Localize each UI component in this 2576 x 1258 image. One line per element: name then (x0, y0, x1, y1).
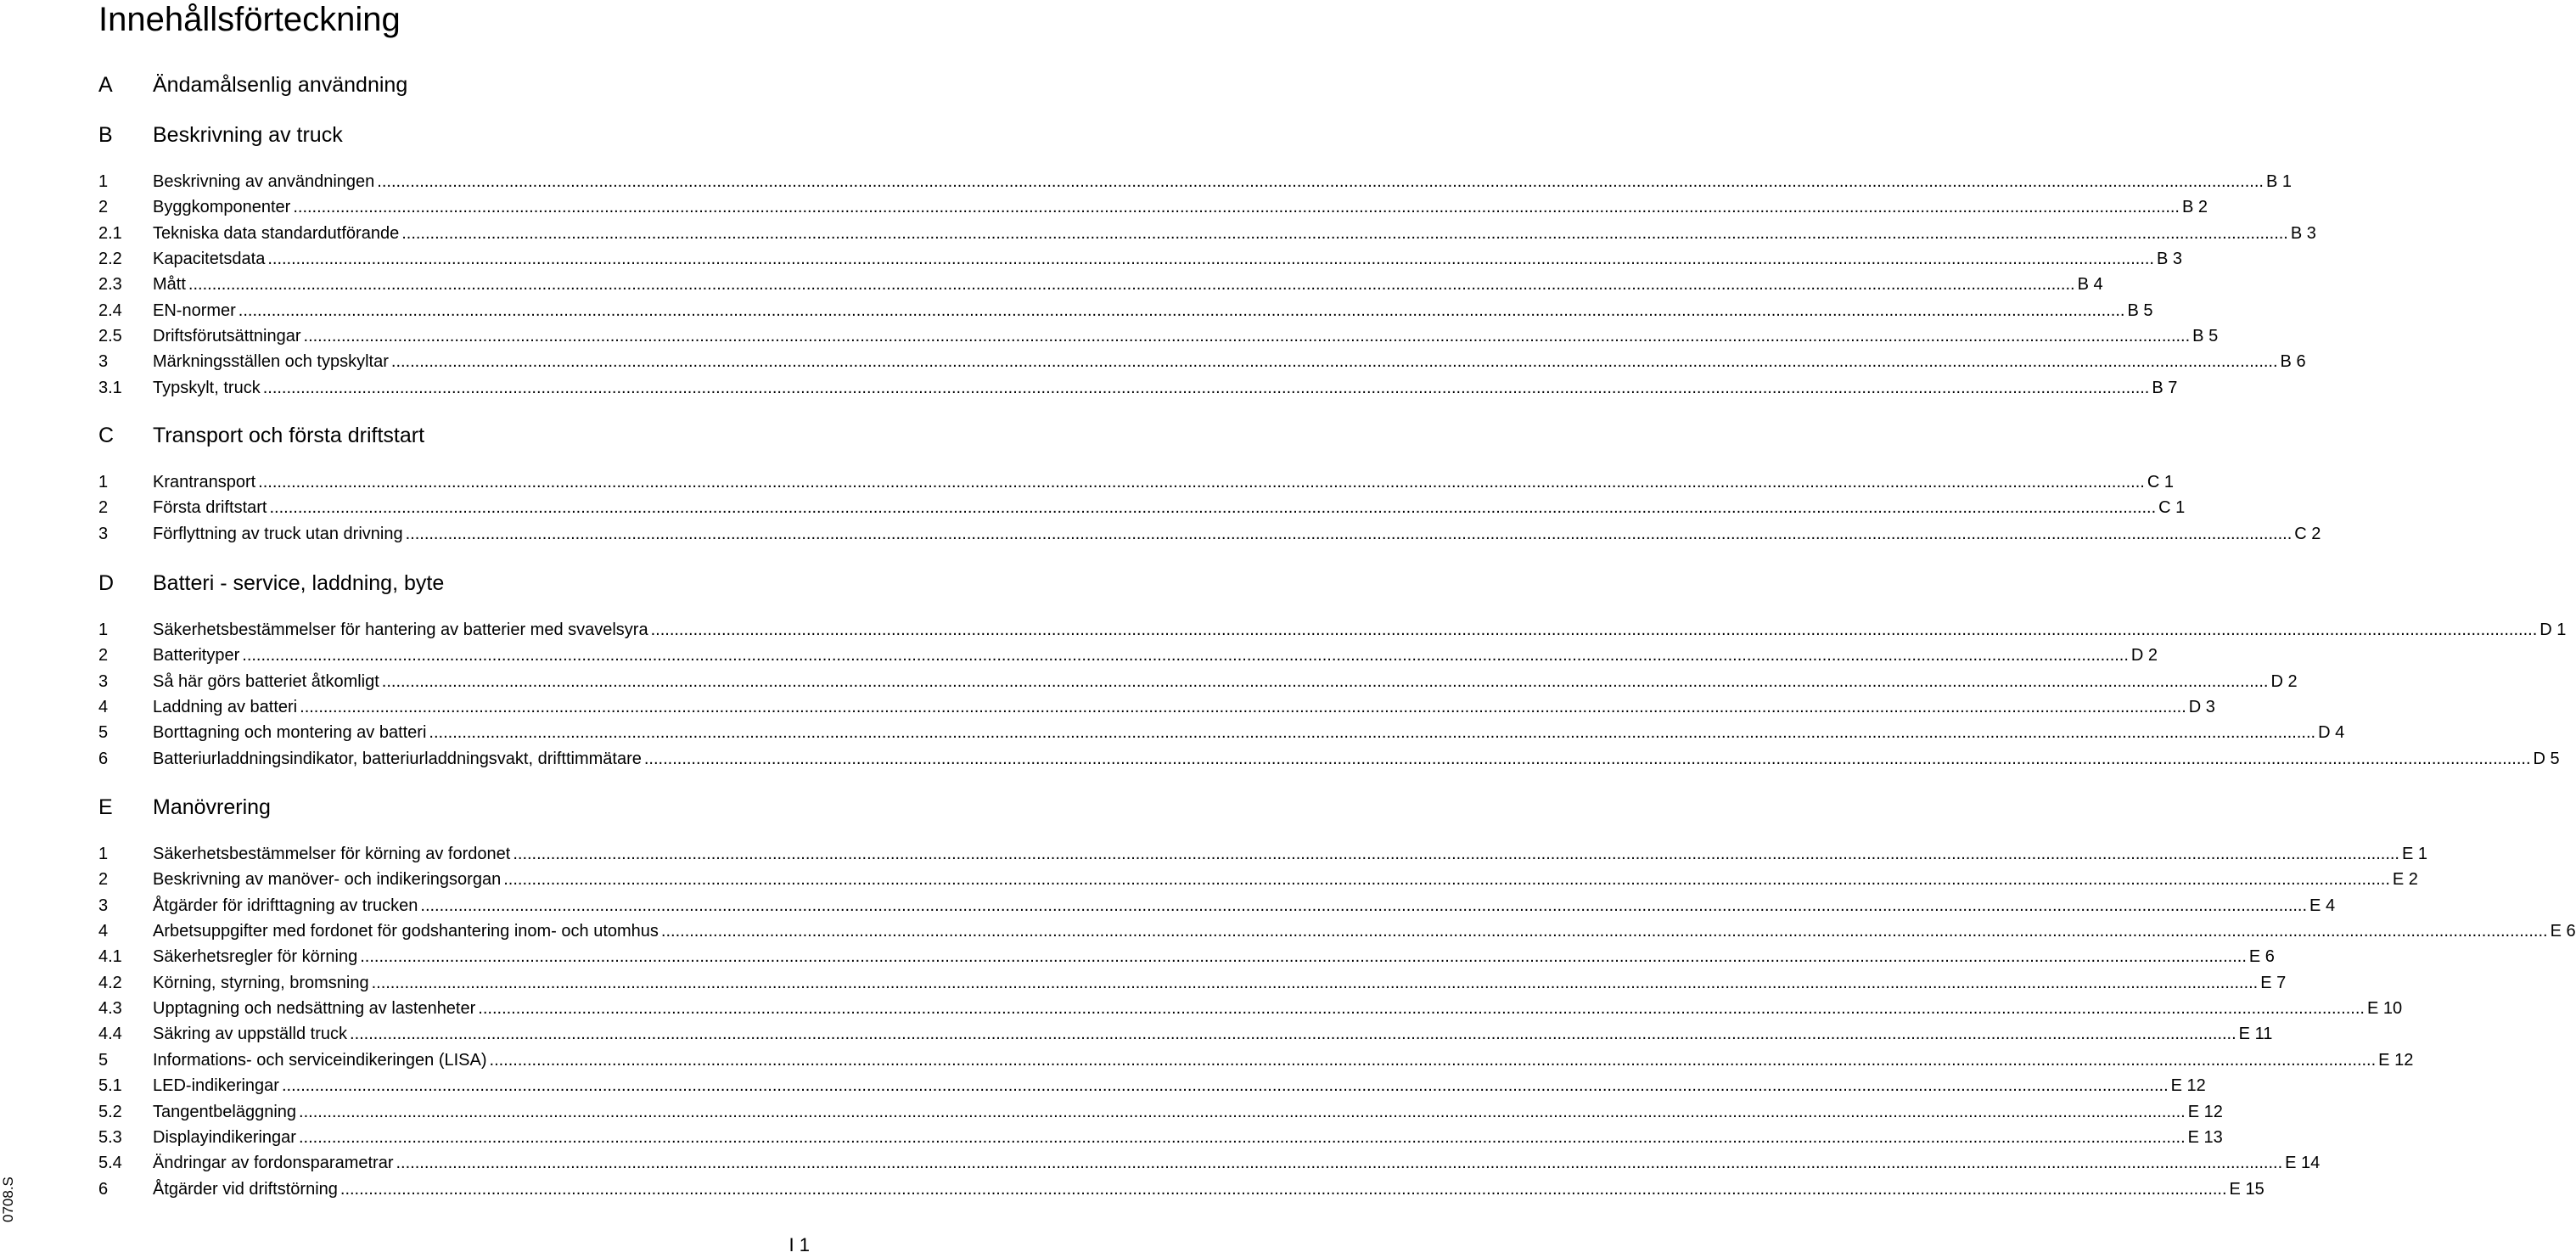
entry-page: E 7 (2260, 974, 2287, 992)
entry-page: D 5 (2533, 750, 2560, 768)
entry-number: 5 (98, 1051, 109, 1070)
section-heading (98, 422, 777, 449)
entry-number: 2.4 (98, 301, 122, 320)
entry-number: 2 (98, 198, 109, 216)
section-title: Manövrering (153, 795, 271, 819)
dot-leader: ................................................................................................................................................................................................................................................................................................................................................................................................................ (188, 275, 2075, 294)
toc-entry[interactable] (98, 351, 2306, 373)
entry-page: B 5 (2127, 301, 2153, 320)
entry-page: E 10 (2366, 999, 2403, 1018)
document-code: 0708.S (0, 1177, 16, 1222)
toc-entry[interactable] (98, 523, 2321, 545)
entry-title: Körning, styrning, bromsning (153, 974, 369, 992)
entry-page: B 4 (2077, 275, 2103, 294)
entry-page: D 3 (2188, 698, 2215, 716)
dot-leader: ................................................................................................................................................................................................................................................................................................................................................................................................................ (396, 1154, 2283, 1172)
toc-entry[interactable] (98, 671, 2298, 693)
entry-number: 3 (98, 525, 109, 543)
toc-entry[interactable] (98, 471, 2174, 493)
section-heading (98, 121, 777, 149)
entry-number: 3 (98, 352, 109, 371)
toc-entry[interactable] (98, 619, 2567, 641)
entry-page: E 11 (2238, 1025, 2273, 1043)
entry-title: Displayindikeringar (153, 1128, 296, 1147)
toc-entry[interactable] (98, 300, 2153, 322)
entry-number: 4 (98, 922, 109, 941)
dot-leader: ................................................................................................................................................................................................................................................................................................................................................................................................................ (238, 301, 2125, 320)
entry-page: B 3 (2290, 224, 2316, 243)
entry-number: 2.1 (98, 224, 122, 243)
dot-leader: ................................................................................................................................................................................................................................................................................................................................................................................................................ (267, 250, 2154, 268)
section-letter: A (98, 73, 113, 97)
entry-title: Tekniska data standardutförande (153, 224, 400, 243)
toc-entry[interactable] (98, 843, 2428, 865)
entry-number: 3 (98, 672, 109, 691)
entry-page: E 14 (2285, 1154, 2321, 1172)
entry-title: Säkerhetsregler för körning (153, 947, 358, 966)
entry-page: C 1 (2147, 473, 2174, 491)
entry-number: 1 (98, 621, 109, 639)
entry-page: E 6 (2248, 947, 2275, 966)
toc-entry[interactable] (98, 1152, 2321, 1174)
entry-title: Beskrivning av användningen (153, 172, 375, 191)
entry-page: E 2 (2392, 870, 2418, 889)
dot-leader: ................................................................................................................................................................................................................................................................................................................................................................................................................ (258, 473, 2145, 491)
entry-page: E 6 (2550, 922, 2576, 941)
entry-page: C 1 (2158, 498, 2186, 517)
entry-title: Så här görs batteriet åtkomligt (153, 672, 379, 691)
entry-title: Laddning av batteri (153, 698, 298, 716)
entry-title: EN-normer (153, 301, 236, 320)
entry-title: Säkerhetsbestämmelser för körning av fordonet (153, 845, 511, 863)
entry-page: B 5 (2192, 327, 2219, 345)
dot-leader: ................................................................................................................................................................................................................................................................................................................................................................................................................ (390, 352, 2278, 371)
dot-leader: ................................................................................................................................................................................................................................................................................................................................................................................................................ (381, 672, 2269, 691)
entry-title: Arbetsuppgifter med fordonet för godshantering inom- och utomhus (153, 922, 659, 941)
entry-title: Upptagning och nedsättning av lastenheter (153, 999, 476, 1018)
entry-title: Kapacitetsdata (153, 250, 266, 268)
entry-title: Åtgärder för idrifttagning av trucken (153, 896, 418, 915)
toc-entry[interactable] (98, 946, 2275, 968)
section-title: Batteri - service, laddning, byte (153, 571, 445, 595)
entry-number: 1 (98, 473, 109, 491)
toc-entry[interactable] (98, 1178, 2265, 1200)
dot-leader: ................................................................................................................................................................................................................................................................................................................................................................................................................ (503, 870, 2390, 889)
toc-entry[interactable] (98, 222, 2316, 244)
dot-leader: ................................................................................................................................................................................................................................................................................................................................................................................................................ (371, 974, 2259, 992)
page-title: Innehållsförteckning (98, 1, 401, 38)
entry-number: 6 (98, 1180, 109, 1199)
toc-entry[interactable] (98, 1023, 2273, 1045)
toc-entry[interactable] (98, 248, 2183, 270)
entry-title: Märkningsställen och typskyltar (153, 352, 389, 371)
dot-leader: ................................................................................................................................................................................................................................................................................................................................................................................................................ (650, 621, 2538, 639)
entry-title: Beskrivning av manöver- och indikeringsorgan (153, 870, 502, 889)
dot-leader: ................................................................................................................................................................................................................................................................................................................................................................................................................ (293, 198, 2180, 216)
entry-page: B 7 (2152, 379, 2178, 397)
toc-entry[interactable] (98, 325, 2219, 347)
section-letter: B (98, 123, 113, 147)
dot-leader: ................................................................................................................................................................................................................................................................................................................................................................................................................ (360, 947, 2247, 966)
dot-leader: ................................................................................................................................................................................................................................................................................................................................................................................................................ (420, 896, 2308, 915)
entry-title: Borttagning och montering av batteri (153, 723, 427, 742)
toc-entry[interactable] (98, 1075, 2206, 1097)
entry-page: D 2 (2130, 646, 2158, 665)
toc-entry[interactable] (98, 1049, 2414, 1071)
toc-entry[interactable] (98, 920, 2576, 942)
entry-number: 2.2 (98, 250, 122, 268)
dot-leader: ................................................................................................................................................................................................................................................................................................................................................................................................................ (660, 922, 2548, 941)
entry-number: 4 (98, 698, 109, 716)
section-title: Ändamålsenlig användning (153, 73, 408, 97)
toc-entry[interactable] (98, 748, 2560, 770)
entry-page: D 4 (2318, 723, 2345, 742)
section-title: Transport och första driftstart (153, 424, 425, 447)
entry-number: 2 (98, 646, 109, 665)
entry-number: 5 (98, 723, 109, 742)
section-title: Beskrivning av truck (153, 123, 343, 147)
dot-leader: ................................................................................................................................................................................................................................................................................................................................................................................................................ (262, 379, 2150, 397)
toc-entry[interactable] (98, 1101, 2223, 1123)
dot-leader: ................................................................................................................................................................................................................................................................................................................................................................................................................ (269, 498, 2157, 517)
dot-leader: ................................................................................................................................................................................................................................................................................................................................................................................................................ (401, 224, 2288, 243)
toc-entry[interactable] (98, 377, 2178, 399)
dot-leader: ................................................................................................................................................................................................................................................................................................................................................................................................................ (478, 999, 2365, 1018)
entry-page: E 4 (2309, 896, 2336, 915)
entry-title: Krantransport (153, 473, 256, 491)
entry-page: C 2 (2294, 525, 2321, 543)
entry-page: B 2 (2181, 198, 2208, 216)
dot-leader: ................................................................................................................................................................................................................................................................................................................................................................................................................ (300, 698, 2186, 716)
section-heading (98, 570, 777, 597)
entry-number: 3 (98, 896, 109, 915)
dot-leader: ................................................................................................................................................................................................................................................................................................................................................................................................................ (299, 1103, 2186, 1121)
entry-page: D 1 (2540, 621, 2567, 639)
entry-number: 2 (98, 870, 109, 889)
entry-title: Typskylt, truck (153, 379, 261, 397)
dot-leader: ................................................................................................................................................................................................................................................................................................................................................................................................................ (429, 723, 2316, 742)
entry-page: E 1 (2401, 845, 2428, 863)
entry-page: B 3 (2156, 250, 2183, 268)
section-letter: E (98, 795, 113, 819)
dot-leader: ................................................................................................................................................................................................................................................................................................................................................................................................................ (405, 525, 2293, 543)
entry-number: 5.3 (98, 1128, 122, 1147)
dot-leader: ................................................................................................................................................................................................................................................................................................................................................................................................................ (242, 646, 2129, 665)
entry-number: 5.2 (98, 1103, 122, 1121)
section-heading (98, 794, 777, 821)
entry-page: E 12 (2187, 1103, 2223, 1121)
entry-page: E 12 (2378, 1051, 2414, 1070)
dot-leader: ................................................................................................................................................................................................................................................................................................................................................................................................................ (513, 845, 2399, 863)
entry-page: B 1 (2265, 172, 2292, 191)
entry-page: E 13 (2187, 1128, 2223, 1147)
entry-title: Ändringar av fordonsparametrar (153, 1154, 394, 1172)
toc-entry[interactable] (98, 171, 2292, 193)
entry-title: Säkring av uppställd truck (153, 1025, 348, 1043)
entry-number: 5.4 (98, 1154, 122, 1172)
toc-entry[interactable] (98, 644, 2158, 666)
dot-leader: ................................................................................................................................................................................................................................................................................................................................................................................................................ (643, 750, 2531, 768)
entry-title: Säkerhetsbestämmelser för hantering av batterier med svavelsyra (153, 621, 648, 639)
page-number: I 1 (789, 1234, 810, 1255)
dot-leader: ................................................................................................................................................................................................................................................................................................................................................................................................................ (281, 1076, 2169, 1095)
entry-page: D 2 (2270, 672, 2298, 691)
entry-title: Tangentbeläggning (153, 1103, 297, 1121)
entry-title: Åtgärder vid driftstörning (153, 1180, 338, 1199)
entry-page: E 12 (2170, 1076, 2206, 1095)
toc-entry[interactable] (98, 868, 2418, 890)
dot-leader: ................................................................................................................................................................................................................................................................................................................................................................................................................ (350, 1025, 2236, 1043)
entry-number: 4.3 (98, 999, 122, 1018)
entry-title: Informations- och serviceindikeringen (LISA) (153, 1051, 487, 1070)
entry-number: 4.4 (98, 1025, 122, 1043)
entry-title: Batteriurladdningsindikator, batteriurladdningsvakt, drifttimmätare (153, 750, 642, 768)
dot-leader: ................................................................................................................................................................................................................................................................................................................................................................................................................ (298, 1128, 2186, 1147)
entry-title: Byggkomponenter (153, 198, 291, 216)
entry-number: 5.1 (98, 1076, 122, 1095)
entry-number: 4.1 (98, 947, 122, 966)
entry-title: Mått (153, 275, 186, 294)
entry-number: 4.2 (98, 974, 122, 992)
toc-entry[interactable] (98, 196, 2208, 218)
toc-entry[interactable] (98, 1126, 2223, 1148)
entry-title: Driftsförutsättningar (153, 327, 301, 345)
entry-title: Första driftstart (153, 498, 267, 517)
section-heading (98, 71, 777, 98)
entry-number: 3.1 (98, 379, 122, 397)
section-letter: D (98, 571, 115, 595)
toc-entry[interactable] (98, 895, 2336, 917)
entry-title: Batterityper (153, 646, 240, 665)
toc-entry[interactable] (98, 273, 2103, 295)
entry-number: 2 (98, 498, 109, 517)
toc-entry[interactable] (98, 696, 2215, 718)
toc-entry[interactable] (98, 997, 2403, 1019)
entry-page: B 6 (2280, 352, 2306, 371)
entry-number: 2.5 (98, 327, 122, 345)
dot-leader: ................................................................................................................................................................................................................................................................................................................................................................................................................ (303, 327, 2191, 345)
entry-title: Förflyttning av truck utan drivning (153, 525, 403, 543)
entry-number: 2.3 (98, 275, 122, 294)
dot-leader: ................................................................................................................................................................................................................................................................................................................................................................................................................ (489, 1051, 2377, 1070)
entry-number: 1 (98, 172, 109, 191)
section-letter: C (98, 424, 115, 447)
toc-entry[interactable] (98, 497, 2186, 519)
toc-entry[interactable] (98, 972, 2287, 994)
toc-entry[interactable] (98, 722, 2345, 744)
entry-title: LED-indikeringar (153, 1076, 279, 1095)
entry-number: 6 (98, 750, 109, 768)
dot-leader: ................................................................................................................................................................................................................................................................................................................................................................................................................ (377, 172, 2264, 191)
dot-leader: ................................................................................................................................................................................................................................................................................................................................................................................................................ (340, 1180, 2227, 1199)
entry-number: 1 (98, 845, 109, 863)
entry-page: E 15 (2229, 1180, 2265, 1199)
